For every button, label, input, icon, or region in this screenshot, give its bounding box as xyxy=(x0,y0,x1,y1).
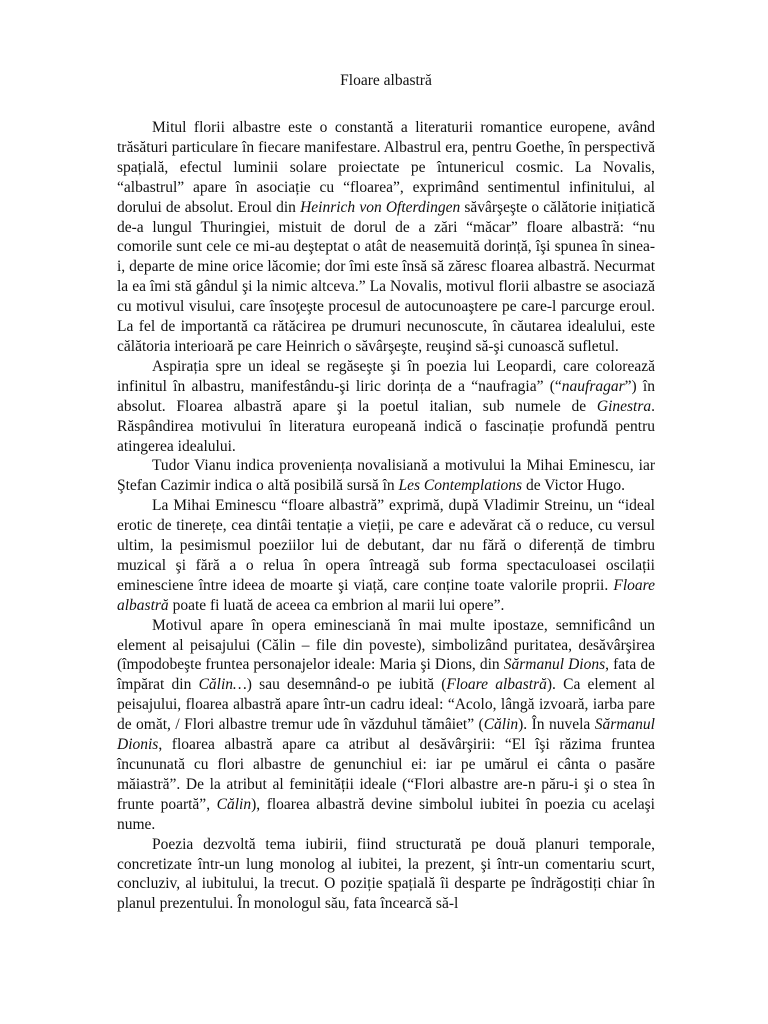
text-run: Aspirația spre un ideal se regăseşte şi în poezia lui Leopardi, care colorează infinitul în albastru, manifestându-şi liric dorința de a “naufragia” (“ xyxy=(117,357,655,395)
text-run: Poezia dezvoltă tema iubirii, fiind structurată pe două planuri temporale, concretizate într-un lung monolog al iubitei, la prezent, şi într-un comentariu scurt, concluziv, al iubitului, la trecut. O poziție spațială îi desparte pe îndrăgostiți chiar în planul prezentului. În monologul său, fata încearcă să-l xyxy=(117,835,655,913)
text-run: ). Ca element al peisajului, floarea albastră apare într-un cadru ideal: “Acolo, lângă izvoară, iarba pare de omăt, / Flori albastre tremur ude în văzduhul tămâiet” ( xyxy=(117,676,655,734)
italic-text: Sărmanul Dionis xyxy=(117,716,655,754)
paragraph xyxy=(117,616,655,835)
text-run: Tudor Vianu indica proveniența novalisiană a motivului la Mihai Eminescu, iar Ştefan Cazimir indica o altă posibilă sursă în xyxy=(117,457,655,495)
text-run: ) sau desemnând-o pe iubită ( xyxy=(246,676,447,694)
paragraph xyxy=(117,456,655,496)
text-run: săvârşeşte o călătorie inițiatică de-a lungul Thuringiei, mistuit de dorul de a zări “măcar” floare albastră: “nu comorile sunt cele ce mi-au deşteptat o atât de neasemuită dorință, îşi spunea în sinea-i, departe de mine orice lăcomie; dor îmi este însă să zăresc floarea albastră. Necurmat la ea îmi stă gândul şi la nimic altceva.” La Novalis, motivul florii albastre se asociază cu motivul visului, care însoţeşte procesul de autocunoaştere pe care-l parcurge eroul. La fel de importantă ca rătăcirea pe drumuri necunoscute, în căutarea idealului, este călătoria interioară pe care Heinrich o săvârşeşte, reuşind să-şi cunoască sufletul. xyxy=(117,198,655,355)
italic-text: Călin… xyxy=(198,676,247,694)
italic-text: Heinrich von Ofterdingen xyxy=(300,198,461,216)
italic-text: Călin xyxy=(216,795,252,813)
paragraph xyxy=(117,357,655,457)
text-run: poate fi luată de aceea ca embrion al marii lui opere”. xyxy=(168,596,505,614)
text-run: Motivul apare în opera eminesciană în mai multe ipostaze, semnificând un element al peisajului (Călin – file din poveste), simbolizând puritatea, desăvârşirea (împodobeşte fruntea personajelor ideale: Maria şi Dions, din xyxy=(117,616,655,674)
italic-text: Ginestra xyxy=(596,397,652,415)
text-run: de Victor Hugo. xyxy=(522,477,626,495)
text-run: ), floarea albastră devine simbolul iubitei în poezia cu acelaşi nume. xyxy=(117,795,655,833)
text-run: ”) în absolut. Floarea albastră apare şi la poetul italian, sub numele de xyxy=(117,377,655,415)
paragraph xyxy=(117,835,655,915)
italic-text: Les Contemplations xyxy=(398,477,523,495)
italic-text: Călin xyxy=(483,716,519,734)
paragraph xyxy=(117,496,655,615)
text-run: ). În nuvela xyxy=(518,716,595,734)
italic-text: Sărmanul Dions xyxy=(503,656,606,674)
paragraph xyxy=(117,118,655,357)
document-body xyxy=(117,118,655,914)
italic-text: Floare albastră xyxy=(446,676,547,694)
text-run: , fata de împărat din xyxy=(117,656,655,694)
text-run: , floarea albastră apare ca atribut al desăvârşirii: “El îşi răzima fruntea încununată cu flori albastre de genunchiul ei: iar pe umărul ei cânta o pasăre măiastră”. De la atribut al feminității ideale (“Flori albastre are-n păru-i şi o stea în frunte poartă”, xyxy=(117,736,655,813)
text-run: . Răspândirea motivului în literatura europeană indică o fascinație profundă pentru atingerea idealului. xyxy=(117,397,655,455)
page-title: Floare albastră xyxy=(340,72,432,89)
text-run: Mitul florii albastre este o constantă a literaturii romantice europene, având trăsături particulare în fiecare manifestare. Albastrul era, pentru Goethe, în perspectivă spațială, efectul luminii solare proiectate pe întunericul cosmic. La Novalis, “albastrul” apare în asociație cu “floarea”, exprimând sentimentul infinitului, al dorului de absolut. Eroul din xyxy=(117,119,655,216)
text-run: La Mihai Eminescu “floare albastră” exprimă, după Vladimir Streinu, un “ideal erotic de tinerețe, cea dintâi tentație a vieții, pe care e adevărat că o reduce, cu versul ultim, la pesimismul poeziilor lui de debutant, dar nu fără o diferență de timbru muzical şi fără a o relua în opera întreagă sub forma spectaculoasei oscilații eminesciene între ideea de moarte şi viață, care conține toate valorile proprii. xyxy=(117,497,655,594)
italic-text: Floare albastră xyxy=(117,576,655,614)
italic-text: naufragar xyxy=(561,377,625,395)
